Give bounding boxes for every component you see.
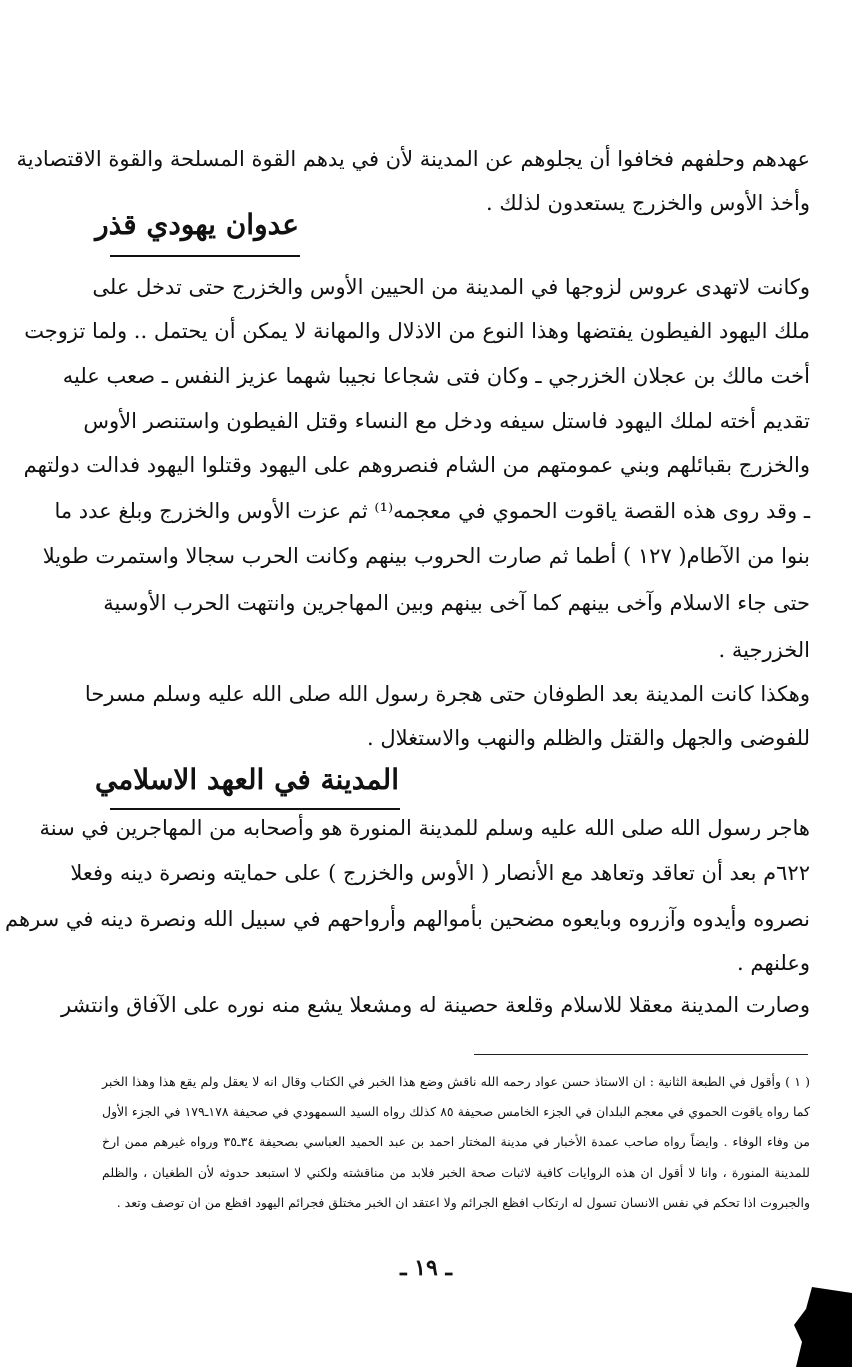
page-number: ـ ١٩ ـ <box>400 1255 452 1281</box>
body-line: وأخذ الأوس والخزرج يستعدون لذلك . <box>486 191 810 215</box>
body-line: وعلنهم . <box>737 951 810 975</box>
heading-underline <box>110 255 300 257</box>
body-line: الخزرجية . <box>718 638 810 662</box>
body-line: وكانت لاتهدى عروس لزوجها في المدينة من الحيين الأوس والخزرج حتى تدخل على <box>92 275 810 299</box>
body-line: نصروه وأيدوه وآزروه وبايعوه مضحين بأموالهم وأرواحهم في سبيل الله ونصرة دينه في سرهم <box>5 907 810 931</box>
footnote-line: للمدينة المنورة ، وانا لا أقول ان هذه الروايات كافية لاثبات صحة الخبر فلابد من مناقشته ولكني لا استبعد حدوثه لأن الطغيان ، والظلم <box>102 1165 810 1180</box>
body-line: ـ وقد روى هذه القصة ياقوت الحموي في معجمه⁽¹⁾ ثم عزت الأوس والخزرج وبلغ عدد ما <box>54 499 810 523</box>
body-line: والخزرج بقبائلهم وبني عمومتهم من الشام فنصروهم على اليهود وقتلوا اليهود فدالت دولتهم <box>23 453 810 477</box>
footnote-line: من وفاء الوفاء . وايضاً رواه صاحب عمدة الأخبار في مدينة المختار احمد بن عبد الحميد العباسي بصحيفة ٣٤ـ٣٥ ورواه غيرهم ممن ارخ <box>102 1134 810 1149</box>
footnote-line: ( ١ ) وأقول في الطبعة الثانية : ان الاستاذ حسن عواد رحمه الله ناقش وضع هذا الخبر في الكتاب وقال انه لا يعقل ولم يقع هذا وهذا الخبر <box>102 1074 810 1089</box>
body-line: بنوا من الآطام( ١٢٧ ) أطما ثم صارت الحروب بينهم وكانت الحرب سجالا واستمرت طويلا <box>42 544 810 568</box>
body-line: وهكذا كانت المدينة بعد الطوفان حتى هجرة رسول الله صلى الله عليه وسلم مسرحا <box>84 682 810 706</box>
body-line: عهدهم وحلفهم فخافوا أن يجلوهم عن المدينة لأن في يدهم القوة المسلحة والقوة الاقتصادية <box>16 147 810 171</box>
body-line: أخت مالك بن عجلان الخزرجي ـ وكان فتى شجاعا نجيبا شهما عزيز النفس ـ صعب عليه <box>62 364 810 388</box>
body-line: هاجر رسول الله صلى الله عليه وسلم للمدينة المنورة هو وأصحابه من المهاجرين في سنة <box>39 816 810 840</box>
body-line: تقديم أخته لملك اليهود فاستل سيفه ودخل مع النساء وقتل الفيطون واستنصر الأوس <box>83 409 810 433</box>
section-heading-2: المدينة في العهد الاسلامي <box>94 763 399 796</box>
heading-underline <box>110 808 400 810</box>
body-line: ٦٢٢م بعد أن تعاقد وتعاهد مع الأنصار ( الأوس والخزرج ) على حمايته ونصرة دينه وفعلا <box>70 861 810 885</box>
section-heading-1: عدوان يهودي قذر <box>95 208 299 241</box>
body-line: وصارت المدينة معقلا للاسلام وقلعة حصينة له ومشعلا يشع منه نوره على الآفاق وانتشر <box>60 993 810 1017</box>
footnote-line: والجبروت اذا تحكم في نفس الانسان تسول له ارتكاب افظع الجرائم ولا اعتقد ان الخبر مختلق فجرائم اليهود افظع من ان توصف وتعد . <box>116 1195 810 1210</box>
body-line: للفوضى والجهل والقتل والظلم والنهب والاستغلال . <box>367 726 810 750</box>
footnote-separator <box>474 1054 808 1055</box>
body-line: ملك اليهود الفيطون يفتضها وهذا النوع من الاذلال والمهانة لا يمكن أن يحتمل .. ولما تزوجت <box>24 319 810 343</box>
footnote-line: كما رواه ياقوت الحموي في معجم البلدان في الجزء الخامس صحيفة ٨٥ كذلك رواه السيد السمهودي في صحيفة ١٧٨ـ١٧٩ في الجزء الأول <box>102 1104 810 1119</box>
scan-blot <box>790 1287 852 1367</box>
body-line: حتى جاء الاسلام وآخى بينهم كما آخى بينهم وبين المهاجرين وانتهت الحرب الأوسية <box>103 591 810 615</box>
